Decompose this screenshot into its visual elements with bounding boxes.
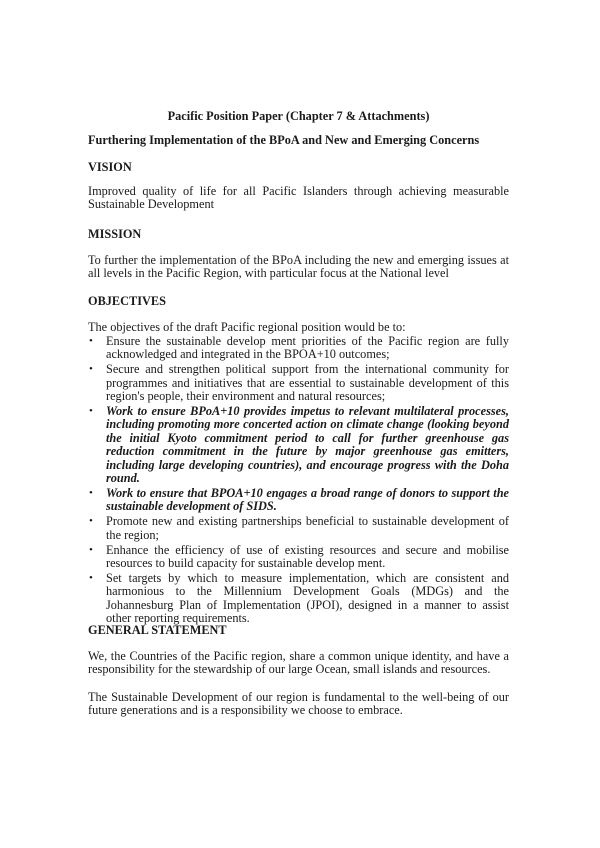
mission-heading: MISSION [88, 227, 142, 241]
document-title: Pacific Position Paper (Chapter 7 & Attachments) [167, 109, 430, 123]
bullet-icon: • [89, 571, 93, 584]
bullet-icon: • [89, 335, 93, 347]
objective-text: Work to ensure that BPOA+10 engages a broad range of donors to support the sustainable development of SIDS. [106, 485, 509, 514]
bullet-icon: • [89, 486, 93, 499]
objective-item [88, 515, 509, 542]
objective-item [88, 363, 509, 403]
document-subtitle: Furthering Implementation of the BPoA and New and Emerging Concerns [88, 133, 480, 147]
objectives-heading: OBJECTIVES [88, 294, 166, 308]
objective-text: Set targets by which to measure implementation, which are consistent and harmonious to the Millennium Development Goals (MDGs) and the Johannesburg Plan of Implementation (JPOI), designed in a manner to assist other reporting requirements. [106, 570, 509, 626]
objective-item [88, 572, 509, 626]
objective-text: Enhance the efficiency of use of existing resources and secure and mobilise resources to build capacity for sustainable develop ment. [106, 542, 509, 570]
objective-item [88, 335, 509, 362]
bullet-icon: • [89, 405, 93, 418]
objective-text: Secure and strengthen political support from the international community for programmes and initiatives that are essential to sustainable development of this region's people, their environment and natural resources; [106, 362, 509, 404]
objective-item [88, 544, 509, 571]
objective-text: Promote new and existing partnerships beneficial to sustainable development of the region; [106, 514, 509, 542]
objective-item-emphasized [88, 405, 509, 485]
objectives-list [88, 335, 509, 627]
objectives-intro: The objectives of the draft Pacific regional position would be to: [88, 320, 406, 334]
bullet-icon: • [89, 363, 93, 376]
objective-text: Ensure the sustainable develop ment priorities of the Pacific region are fully acknowledged and integrated in the BPOA+10 outcomes; [106, 334, 509, 362]
vision-heading: VISION [88, 160, 132, 174]
bullet-icon: • [89, 543, 93, 556]
vision-text: Improved quality of life for all Pacific Islanders through achieving measurable Sustainable Development [88, 184, 509, 212]
objective-item-emphasized [88, 487, 509, 514]
mission-text: To further the implementation of the BPoA including the new and emerging issues at all levels in the Pacific Region, with particular focus at the National level [88, 253, 509, 281]
bullet-icon: • [89, 515, 93, 528]
general-statement-heading: GENERAL STATEMENT [88, 623, 227, 637]
general-statement-paragraph: We, the Countries of the Pacific region, share a common unique identity, and have a responsibility for the stewardship of our large Ocean, small islands and resources. [88, 649, 509, 677]
general-statement-paragraph: The Sustainable Development of our region is fundamental to the well-being of our future generations and is a responsibility we choose to embrace. [88, 690, 509, 718]
objective-text: Work to ensure BPoA+10 provides impetus to relevant multilateral processes, including promoting more concerted action on climate change (looking beyond the initial Kyoto commitment period to call for further greenhouse gas reduction commitment in the future by major greenhouse gas emitters, including large developing countries), and encourage progress with the Doha round. [106, 404, 509, 486]
